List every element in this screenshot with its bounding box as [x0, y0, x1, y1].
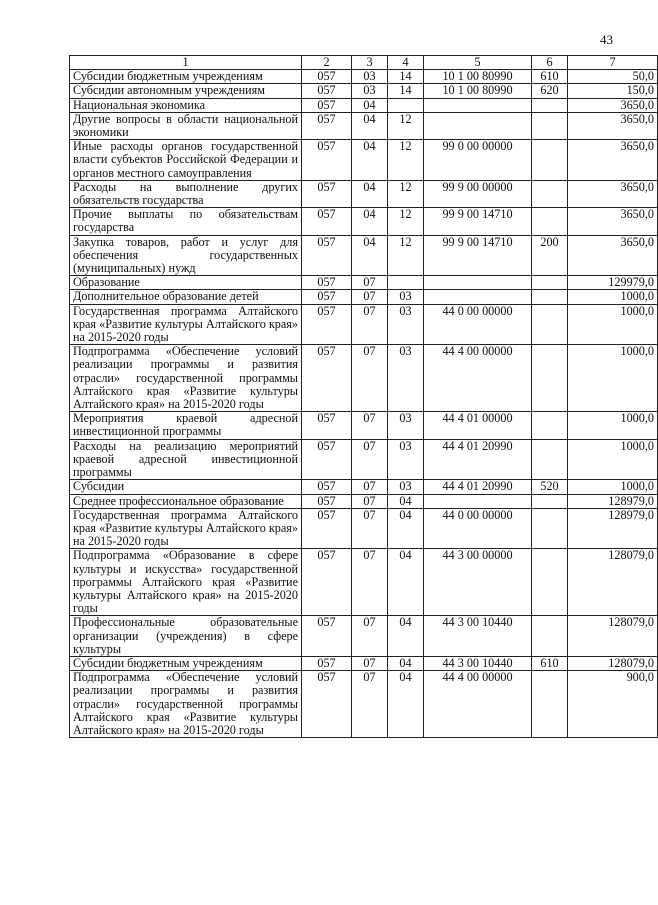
table-row [70, 180, 658, 207]
cell-name: Подпрограмма «Обеспечение условий реализации программы и развития отрасли» государственной программы Алтайского края «Развитие культуры Алтайского края» на 2015-2020 годы [70, 345, 302, 412]
cell-vr [532, 549, 568, 616]
cell-vedomstvo: 057 [302, 439, 352, 480]
table-row [70, 656, 658, 670]
cell-razdel: 07 [352, 345, 388, 412]
header-cell: 7 [568, 56, 658, 70]
cell-name: Расходы на выполнение других обязательств государства [70, 180, 302, 207]
cell-sum: 3650,0 [568, 180, 658, 207]
cell-razdel: 04 [352, 98, 388, 112]
table-row [70, 345, 658, 412]
budget-table [69, 55, 658, 738]
cell-csr: 44 3 00 10440 [424, 616, 532, 657]
cell-name: Образование [70, 276, 302, 290]
cell-vr: 200 [532, 235, 568, 276]
cell-vr [532, 616, 568, 657]
cell-name: Расходы на реализацию мероприятий краевой адресной инвестиционной программы [70, 439, 302, 480]
table-row [70, 70, 658, 84]
table-row [70, 439, 658, 480]
cell-podrazdel: 12 [388, 235, 424, 276]
page-number: 43 [600, 32, 613, 47]
cell-csr [424, 290, 532, 304]
cell-podrazdel: 03 [388, 345, 424, 412]
cell-vedomstvo: 057 [302, 98, 352, 112]
cell-vedomstvo: 057 [302, 304, 352, 345]
header-cell: 5 [424, 56, 532, 70]
cell-razdel: 04 [352, 235, 388, 276]
cell-podrazdel: 04 [388, 549, 424, 616]
cell-razdel: 07 [352, 494, 388, 508]
cell-razdel: 04 [352, 180, 388, 207]
cell-name: Мероприятия краевой адресной инвестиционной программы [70, 412, 302, 439]
cell-vedomstvo: 057 [302, 140, 352, 181]
header-cell: 6 [532, 56, 568, 70]
cell-csr: 10 1 00 80990 [424, 70, 532, 84]
cell-podrazdel: 03 [388, 304, 424, 345]
cell-podrazdel: 14 [388, 70, 424, 84]
cell-sum: 128979,0 [568, 494, 658, 508]
cell-vr [532, 439, 568, 480]
table-row [70, 235, 658, 276]
table-row [70, 412, 658, 439]
cell-sum: 128979,0 [568, 508, 658, 549]
cell-podrazdel: 12 [388, 180, 424, 207]
cell-razdel: 07 [352, 616, 388, 657]
cell-podrazdel: 04 [388, 508, 424, 549]
cell-vr: 610 [532, 656, 568, 670]
cell-sum: 150,0 [568, 84, 658, 98]
table-row [70, 98, 658, 112]
cell-sum: 1000,0 [568, 439, 658, 480]
cell-vedomstvo: 057 [302, 208, 352, 235]
cell-razdel: 07 [352, 508, 388, 549]
cell-vr [532, 208, 568, 235]
table-row [70, 616, 658, 657]
cell-vr [532, 304, 568, 345]
cell-csr: 44 4 01 20990 [424, 439, 532, 480]
cell-razdel: 03 [352, 70, 388, 84]
table-body [70, 70, 658, 738]
cell-sum: 3650,0 [568, 208, 658, 235]
table-row [70, 112, 658, 139]
cell-sum: 50,0 [568, 70, 658, 84]
cell-name: Иные расходы органов государственной власти субъектов Российской Федерации и органов местного самоуправления [70, 140, 302, 181]
table-row [70, 290, 658, 304]
cell-sum: 3650,0 [568, 98, 658, 112]
cell-vr [532, 508, 568, 549]
table-row [70, 84, 658, 98]
cell-podrazdel [388, 276, 424, 290]
cell-vr [532, 140, 568, 181]
header-row [70, 56, 658, 70]
cell-podrazdel: 04 [388, 616, 424, 657]
table-row [70, 494, 658, 508]
cell-vedomstvo: 057 [302, 70, 352, 84]
cell-razdel: 07 [352, 290, 388, 304]
cell-csr: 44 3 00 10440 [424, 656, 532, 670]
cell-razdel: 07 [352, 671, 388, 738]
cell-podrazdel: 03 [388, 439, 424, 480]
cell-sum: 128079,0 [568, 656, 658, 670]
cell-podrazdel: 03 [388, 412, 424, 439]
table-row [70, 508, 658, 549]
cell-vr: 620 [532, 84, 568, 98]
cell-csr: 44 0 00 00000 [424, 304, 532, 345]
cell-vr [532, 494, 568, 508]
header-cell: 1 [70, 56, 302, 70]
cell-vedomstvo: 057 [302, 549, 352, 616]
cell-name: Профессиональные образовательные организации (учреждения) в сфере культуры [70, 616, 302, 657]
cell-razdel: 04 [352, 208, 388, 235]
cell-csr: 99 0 00 00000 [424, 140, 532, 181]
cell-csr: 44 4 00 00000 [424, 345, 532, 412]
cell-razdel: 07 [352, 439, 388, 480]
cell-vedomstvo: 057 [302, 345, 352, 412]
cell-name: Субсидии бюджетным учреждениям [70, 656, 302, 670]
cell-razdel: 07 [352, 549, 388, 616]
cell-csr: 44 4 01 20990 [424, 480, 532, 494]
cell-vr [532, 112, 568, 139]
cell-vedomstvo: 057 [302, 276, 352, 290]
cell-razdel: 07 [352, 656, 388, 670]
table-row [70, 140, 658, 181]
cell-vr [532, 345, 568, 412]
table-row [70, 671, 658, 738]
cell-csr: 44 3 00 00000 [424, 549, 532, 616]
cell-vedomstvo: 057 [302, 84, 352, 98]
header-cell: 3 [352, 56, 388, 70]
cell-name: Другие вопросы в области национальной экономики [70, 112, 302, 139]
cell-vr [532, 412, 568, 439]
cell-csr [424, 494, 532, 508]
cell-csr [424, 112, 532, 139]
cell-csr: 44 0 00 00000 [424, 508, 532, 549]
cell-sum: 3650,0 [568, 140, 658, 181]
cell-csr: 99 9 00 14710 [424, 208, 532, 235]
cell-vedomstvo: 057 [302, 480, 352, 494]
cell-razdel: 07 [352, 480, 388, 494]
cell-podrazdel: 03 [388, 290, 424, 304]
cell-csr: 44 4 00 00000 [424, 671, 532, 738]
cell-name: Национальная экономика [70, 98, 302, 112]
cell-csr [424, 276, 532, 290]
table-row [70, 208, 658, 235]
cell-vr [532, 276, 568, 290]
cell-name: Среднее профессиональное образование [70, 494, 302, 508]
cell-podrazdel: 12 [388, 112, 424, 139]
cell-name: Государственная программа Алтайского края «Развитие культуры Алтайского края» на 2015-2020 годы [70, 508, 302, 549]
cell-sum: 1000,0 [568, 480, 658, 494]
cell-name: Субсидии бюджетным учреждениям [70, 70, 302, 84]
cell-sum: 900,0 [568, 671, 658, 738]
cell-sum: 3650,0 [568, 112, 658, 139]
cell-vr [532, 290, 568, 304]
table-row [70, 276, 658, 290]
header-cell: 4 [388, 56, 424, 70]
cell-vedomstvo: 057 [302, 290, 352, 304]
cell-sum: 1000,0 [568, 290, 658, 304]
cell-sum: 3650,0 [568, 235, 658, 276]
table-row [70, 549, 658, 616]
cell-sum: 128079,0 [568, 616, 658, 657]
cell-csr: 99 9 00 00000 [424, 180, 532, 207]
table-row [70, 480, 658, 494]
cell-csr [424, 98, 532, 112]
cell-vedomstvo: 057 [302, 508, 352, 549]
cell-name: Закупка товаров, работ и услуг для обеспечения государственных (муниципальных) нужд [70, 235, 302, 276]
cell-vedomstvo: 057 [302, 412, 352, 439]
cell-sum: 128079,0 [568, 549, 658, 616]
cell-razdel: 04 [352, 112, 388, 139]
cell-name: Дополнительное образование детей [70, 290, 302, 304]
cell-podrazdel: 12 [388, 140, 424, 181]
cell-sum: 129979,0 [568, 276, 658, 290]
cell-vr: 610 [532, 70, 568, 84]
cell-vedomstvo: 057 [302, 235, 352, 276]
cell-vr: 520 [532, 480, 568, 494]
cell-vedomstvo: 057 [302, 494, 352, 508]
cell-name: Подпрограмма «Образование в сфере культуры и искусства» государственной программы Алтайского края «Развитие культуры Алтайского края» на 2015-2020 годы [70, 549, 302, 616]
cell-vedomstvo: 057 [302, 616, 352, 657]
cell-podrazdel: 04 [388, 656, 424, 670]
cell-vr [532, 671, 568, 738]
cell-vedomstvo: 057 [302, 671, 352, 738]
cell-name: Субсидии [70, 480, 302, 494]
cell-vr [532, 180, 568, 207]
cell-csr: 10 1 00 80990 [424, 84, 532, 98]
cell-vedomstvo: 057 [302, 180, 352, 207]
cell-sum: 1000,0 [568, 304, 658, 345]
table-row [70, 304, 658, 345]
cell-podrazdel: 04 [388, 494, 424, 508]
cell-name: Субсидии автономным учреждениям [70, 84, 302, 98]
cell-razdel: 04 [352, 140, 388, 181]
cell-razdel: 07 [352, 412, 388, 439]
cell-razdel: 03 [352, 84, 388, 98]
cell-razdel: 07 [352, 304, 388, 345]
cell-podrazdel: 04 [388, 671, 424, 738]
cell-razdel: 07 [352, 276, 388, 290]
cell-name: Подпрограмма «Обеспечение условий реализации программы и развития отрасли» государственной программы Алтайского края «Развитие культуры Алтайского края» на 2015-2020 годы [70, 671, 302, 738]
cell-podrazdel: 14 [388, 84, 424, 98]
cell-sum: 1000,0 [568, 345, 658, 412]
cell-vedomstvo: 057 [302, 112, 352, 139]
cell-sum: 1000,0 [568, 412, 658, 439]
cell-vedomstvo: 057 [302, 656, 352, 670]
cell-podrazdel: 03 [388, 480, 424, 494]
cell-podrazdel: 12 [388, 208, 424, 235]
cell-vr [532, 98, 568, 112]
cell-name: Прочие выплаты по обязательствам государства [70, 208, 302, 235]
cell-podrazdel [388, 98, 424, 112]
cell-csr: 44 4 01 00000 [424, 412, 532, 439]
cell-csr: 99 9 00 14710 [424, 235, 532, 276]
cell-name: Государственная программа Алтайского края «Развитие культуры Алтайского края» на 2015-2020 годы [70, 304, 302, 345]
header-cell: 2 [302, 56, 352, 70]
